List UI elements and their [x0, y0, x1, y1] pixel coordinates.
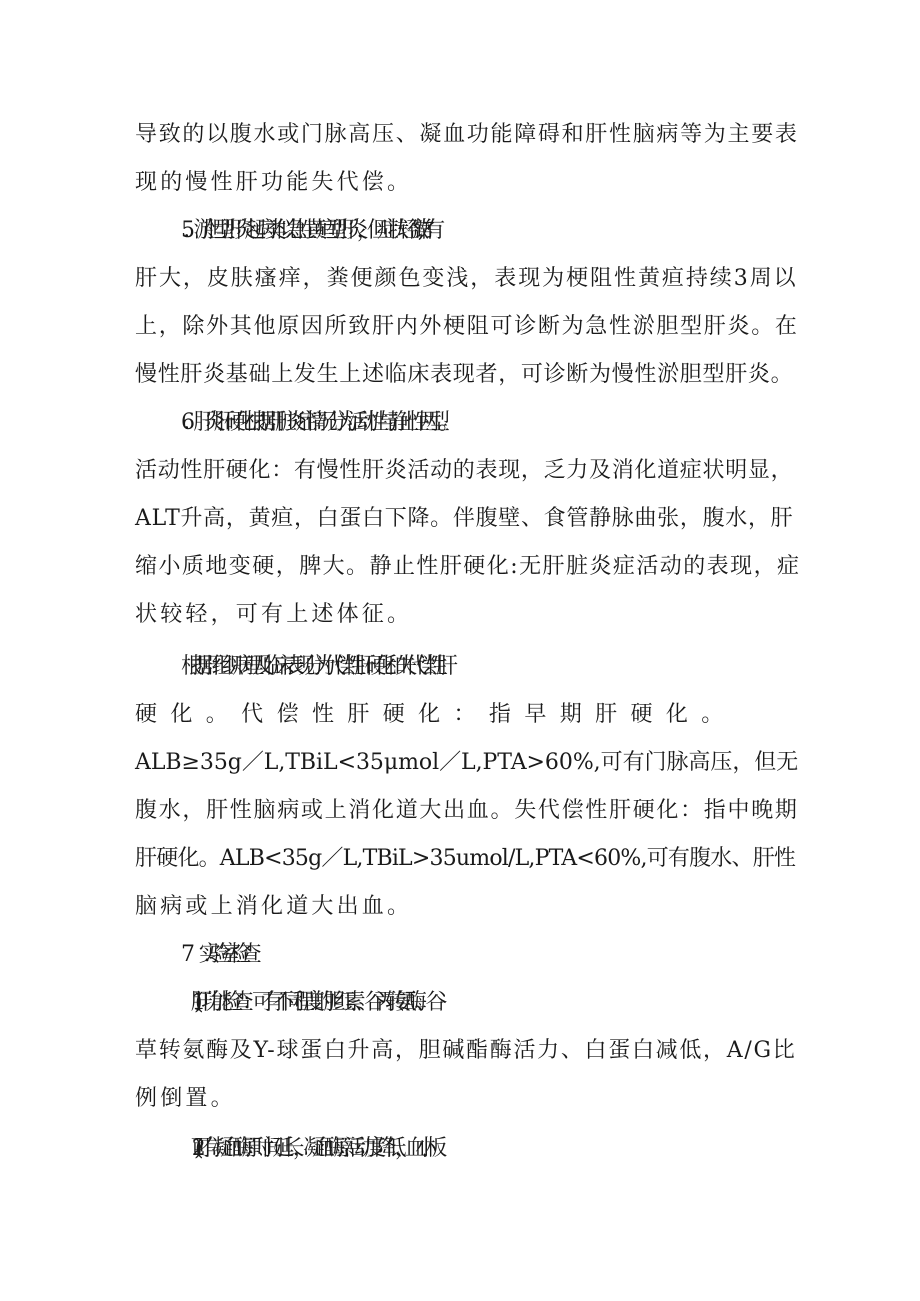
text-line: 硬 化 。 代 偿 性 肝 硬 化 ： 指 早 期 肝 硬 化 。: [135, 702, 727, 727]
section-heading: 7 .实验室检查: [181, 942, 250, 967]
text-line: 脑病或上消化道大出血。: [135, 894, 413, 919]
text-line: 5．淤胆型肝炎起病类似急性黄疸型肝炎，但症状轻微,常有: [181, 218, 434, 243]
text-line: 6．肝炎肝硬化根据肝脏炎症情况分为活动性与静止性两型。: [181, 410, 449, 435]
text-line: 状较轻，可有上述体征。: [135, 602, 413, 627]
text-line: 慢性肝炎基础上发生上述临床表现者，可诊断为慢性淤胆型肝炎。: [135, 362, 794, 387]
text-line: 草转氨酶及Y-球蛋白升高，胆碱酯酶活力、白蛋白减低，A/G比: [135, 1038, 797, 1063]
text-line: 根据肝组织病理及临床表现分为代偿性肝硬化和失代偿性肝: [181, 654, 447, 679]
text-line: 现的慢性肝功能失代偿。: [135, 170, 413, 195]
text-line: (2)可有凝血酶原时间延长，凝血酶原活动度降低，血小板: [195, 1136, 436, 1161]
text-line: 导致的以腹水或门脉高压、凝血功能障碍和肝性脑病等为主要表: [135, 122, 799, 147]
text-line: 活动性肝硬化：有慢性肝炎活动的表现，乏力及消化道症状明显，: [135, 458, 794, 483]
text-line: 例倒置。: [135, 1086, 236, 1111]
text-line: 肝硬化。ALB<35g／L,TBiL>35umol/L,PTA<60%,可有腹水、肝性: [135, 846, 796, 871]
text-line: (1)肝功能检查：可有不同程度的胆红素、谷丙转氨酶、谷: [195, 990, 436, 1015]
text-line: ALB≥35g／L,TBiL<35μmol／L,PTA>60%,可有门脉高压，但无: [135, 750, 799, 775]
text-line: 腹水，肝性脑病或上消化道大出血。失代偿性肝硬化：指中晚期: [135, 798, 799, 823]
text-line: ALT升高，黄疸，白蛋白下降。伴腹壁、食管静脉曲张，腹水，肝: [135, 506, 794, 531]
text-line: 缩小质地变硬，脾大。静止性肝硬化:无肝脏炎症活动的表现，症: [135, 554, 801, 579]
text-line: 肝大，皮肤瘙痒，粪便颜色变浅，表现为梗阻性黄疸持续3周以: [135, 266, 798, 291]
text-line: 上，除外其他原因所致肝内外梗阻可诊断为急性淤胆型肝炎。在: [135, 314, 799, 339]
